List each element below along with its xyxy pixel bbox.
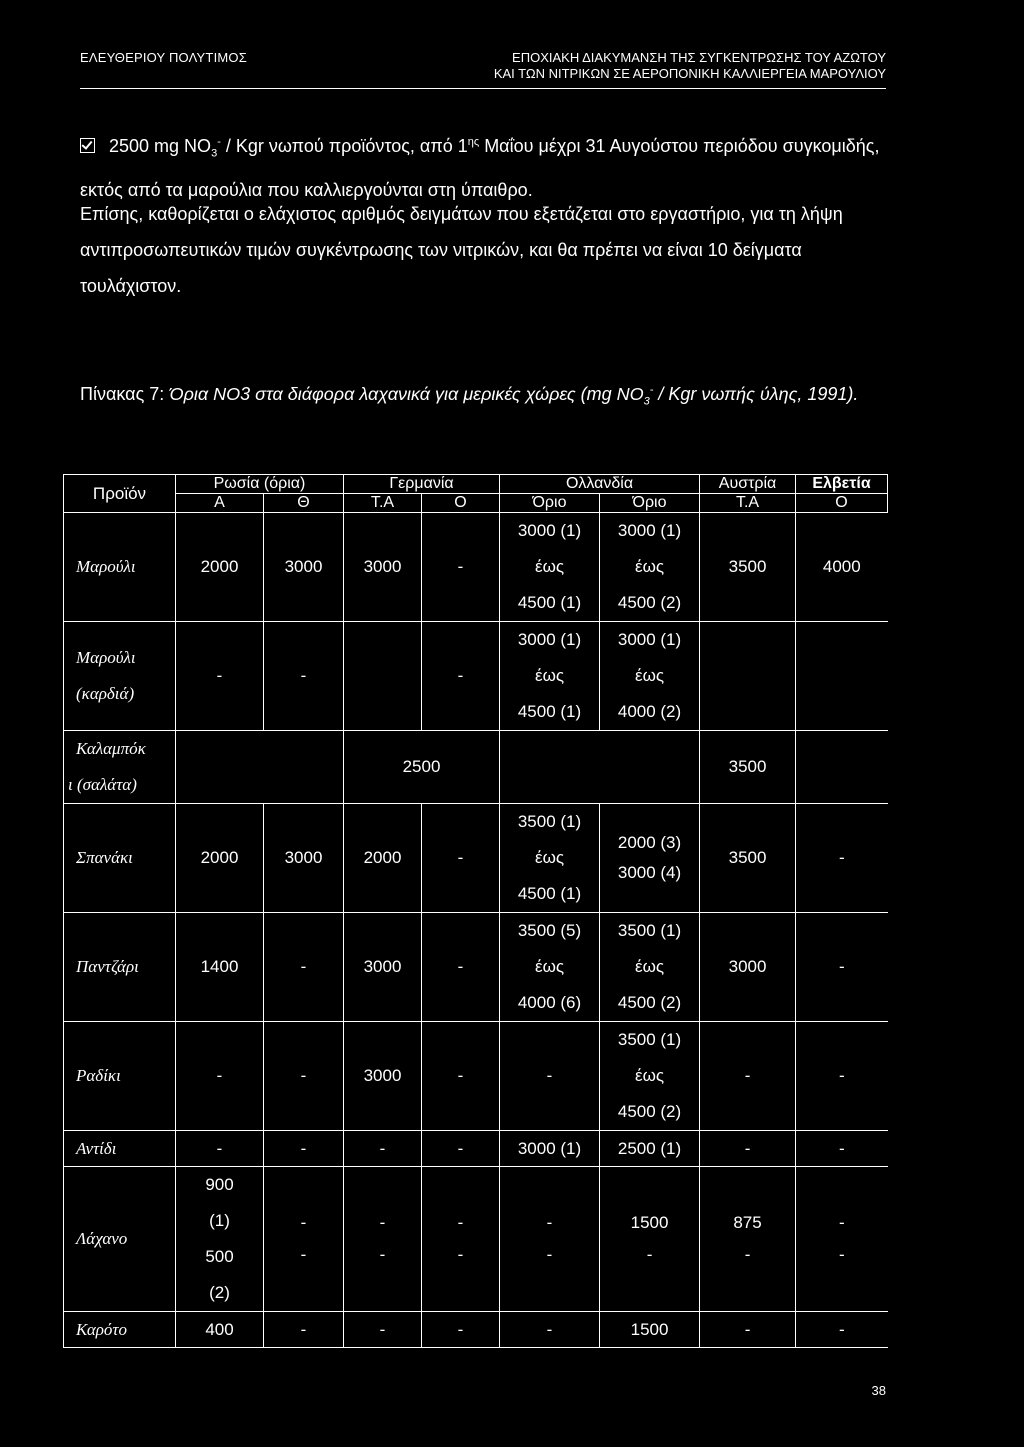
sub-orio-2: Όριο [600,494,700,513]
cell: - [264,1239,344,1312]
cell: - [344,1312,422,1348]
col-holland: Ολλανδία [500,475,700,494]
nitrate-limits-table [63,474,888,1348]
cell: - [796,804,888,913]
cell: - [500,1167,600,1240]
cell: 3000 (1) έως 4500 (2) [600,513,700,622]
cell [344,622,422,731]
cell: - [344,1239,422,1312]
cell: 3000 [264,513,344,622]
cell: 3500 (1) έως 4500 (2) [600,913,700,1022]
cell: 3500 [700,731,796,804]
cell: 3000 (1) [500,1131,600,1167]
table-row [64,513,888,622]
cell: - [264,1167,344,1240]
header-title-line-1: ΕΠΟΧΙΑΚΗ ΔΙΑΚΥΜΑΝΣΗ ΤΗΣ ΣΥΓΚΕΝΤΡΩΣΗΣ ΤΟΥ ΑΖΩΤΟΥ [512,50,886,65]
header-title [494,50,886,82]
sub-a: Α [176,494,264,513]
cell: 3000 [700,913,796,1022]
table-row [64,1131,888,1167]
cell: - [796,1131,888,1167]
cell: - [422,1167,500,1240]
cell: - [264,1131,344,1167]
cell: - [422,1312,500,1348]
col-switzerland: Ελβετία [796,475,888,494]
cell: 3000 [344,1022,422,1131]
table-row [64,622,888,731]
page-number: 38 [871,1383,886,1398]
caption-italic-b: / Kgr νωπής ύλης, 1991). [653,384,859,404]
p1-sup: ης [467,136,480,148]
header-title-line-2: ΚΑΙ ΤΩΝ ΝΙΤΡΙΚΩΝ ΣΕ ΑΕΡΟΠΟΝΙΚΗ ΚΑΛΛΙΕΡΓΕΙΑ ΜΑΡΟΥΛΙΟΥ [493,66,886,81]
cell: 1400 [176,913,264,1022]
cell: 1500 [600,1167,700,1240]
checkbox-checked-icon [80,138,95,153]
cell: - [700,1312,796,1348]
cell: 2000 [176,513,264,622]
cell [796,731,888,804]
p2-text: Επίσης, καθορίζεται ο ελάχιστος αριθμός δειγμάτων που εξετάζεται στο εργαστήριο, για τη λήψη αντιπροσωπευτικών τιμών συγκέντρωσης των νιτρικών, και θα πρέπει να είναι 10 δείγματα τουλάχιστον. [80,204,843,296]
sub-o-1: Ο [422,494,500,513]
cell: 3000 (1) έως 4000 (2) [600,622,700,731]
col-austria: Αυστρία [700,475,796,494]
cell: 3500 [700,513,796,622]
col-product: Προϊόν [64,475,176,513]
cell: 3000 [344,913,422,1022]
cell: 2000 [176,804,264,913]
cell: - [600,1239,700,1312]
cell: - [422,1131,500,1167]
cell [796,622,888,731]
cell [176,731,344,804]
caption-italic-a: Όρια ΝΟ3 στα διάφορα λαχανικά για μερικές χώρες (mg ΝΟ [169,384,644,404]
sub-ta-2: Τ.Α [700,494,796,513]
header-rule [80,88,886,89]
cell: - [422,1022,500,1131]
sub-o-2: Ο [796,494,888,513]
product-name: Παντζάρι [64,913,176,1022]
cell: 400 [176,1312,264,1348]
cell: - [422,1239,500,1312]
paragraph-samples [80,196,900,304]
p1-text-c: Μαΐου μέχρι 31 Αυγούστου περιόδου συγκομιδής, εκτός από τα μαρούλια που καλλιεργούνται στη ύπαιθρο. [80,136,880,200]
table-row [64,731,888,804]
table-row [64,913,888,1022]
cell: - [796,1312,888,1348]
cell: - [422,622,500,731]
cell: 900 (1) 500 (2) [176,1167,264,1312]
cell: - [422,804,500,913]
product-name: Μαρούλι [64,513,176,622]
product-name: Σπανάκι [64,804,176,913]
product-name: Καρότο [64,1312,176,1348]
cell: - [500,1022,600,1131]
table-caption [80,368,910,424]
p1-text-a: 2500 mg NO [109,136,212,156]
sub-ta-1: Τ.Α [344,494,422,513]
cell: 3500 [700,804,796,913]
cell: 4000 [796,513,888,622]
cell: 2500 (1) [600,1131,700,1167]
cell: - [264,622,344,731]
cell: - [796,913,888,1022]
product-name: Μαρούλι (καρδιά) [64,622,176,731]
cell: 3000 (1) έως 4500 (1) [500,622,600,731]
cell: 2000 (3) 3000 (4) [600,804,700,913]
p1-sub: 3 [211,147,218,160]
cell: 3500 (1) έως 4500 (2) [600,1022,700,1131]
col-russia: Ρωσία (όρια) [176,475,344,494]
table-row [64,1167,888,1240]
sub-th: Θ [264,494,344,513]
product-name: Ραδίκι [64,1022,176,1131]
cell: - [422,913,500,1022]
caption-lead: Πίνακας 7: [80,384,170,404]
table-row [64,804,888,913]
cell: - [344,1167,422,1240]
cell: - [264,1312,344,1348]
cell: 3000 [344,513,422,622]
cell [700,622,796,731]
cell: - [700,1022,796,1131]
cell: - [176,1022,264,1131]
cell: - [796,1239,888,1312]
cell: - [176,622,264,731]
cell: - [700,1131,796,1167]
cell: 2000 [344,804,422,913]
product-name: Καλαμπόκ ι (σαλάτα) [64,731,176,804]
caption-sup: - [649,384,654,396]
cell: - [796,1022,888,1131]
cell [500,731,700,804]
table-row [64,1022,888,1131]
cell: - [700,1239,796,1312]
cell: 3000 (1) έως 4500 (1) [500,513,600,622]
cell: 875 [700,1167,796,1240]
table-row [64,1312,888,1348]
p1-sup-minus: - [217,136,221,148]
product-name: Αντίδι [64,1131,176,1167]
cell: 1500 [600,1312,700,1348]
cell: 3000 [264,804,344,913]
header-author: ΕΛΕΥΘΕΡΙΟΥ ΠΟΛΥΤΙΜΟΣ [80,50,247,65]
cell: 2500 [344,731,500,804]
cell: - [264,913,344,1022]
cell: 3500 (1) έως 4500 (1) [500,804,600,913]
cell: - [422,513,500,622]
caption-sub: 3 [643,395,650,408]
product-name: Λάχανο [64,1167,176,1312]
p1-text-b: / Kgr νωπού προϊόντος, από 1 [220,136,468,156]
cell: - [500,1239,600,1312]
cell: - [500,1312,600,1348]
cell: - [796,1167,888,1240]
cell: - [264,1022,344,1131]
cell: 3500 (5) έως 4000 (6) [500,913,600,1022]
cell: - [176,1131,264,1167]
sub-orio-1: Όριο [500,494,600,513]
col-germany: Γερμανία [344,475,500,494]
cell: - [344,1131,422,1167]
